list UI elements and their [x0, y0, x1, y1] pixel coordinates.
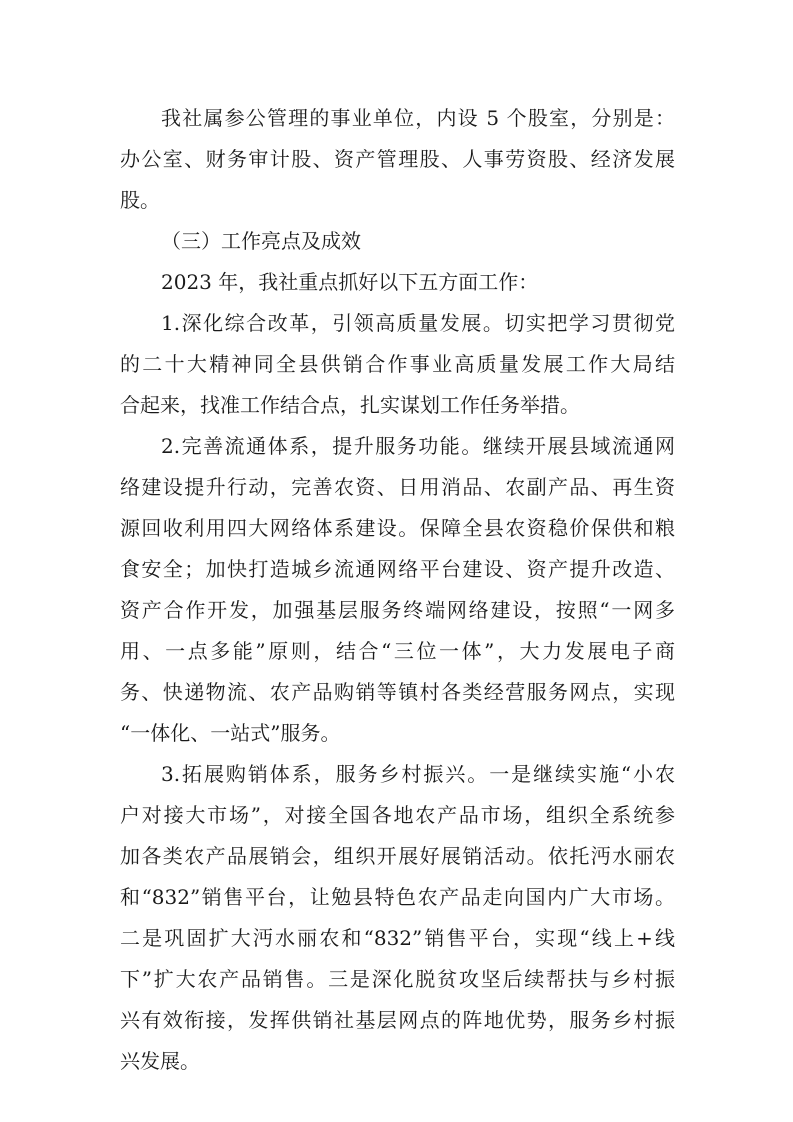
text-line: 食安全；加快打造城乡流通网络平台建设、资产提升改造、: [120, 557, 675, 581]
text-line: 二是巩固扩大沔水丽农和“832”销售平台，实现“线上+线: [120, 926, 675, 950]
text-line: 用、一点多能”原则，结合“三位一体”，大力发展电子商: [120, 639, 675, 663]
text-line: 加各类农产品展销会，组织开展好展销活动。依托沔水丽农: [120, 844, 675, 868]
text-line: 股。: [120, 188, 160, 212]
paragraph-departments: [120, 98, 675, 221]
text-line: 合起来，找准工作结合点，扎实谋划工作任务举措。: [120, 393, 580, 417]
paragraph-item-2: [120, 426, 675, 754]
text-line: 资产合作开发，加强基层服务终端网络建设，按照“一网多: [120, 598, 675, 622]
text-line: 务、快递物流、农产品购销等镇村各类经营服务网点，实现: [120, 680, 675, 704]
text-line: 源回收利用四大网络体系建设。保障全县农资稳价保供和粮: [120, 516, 675, 540]
paragraph-item-1: [120, 303, 675, 426]
text-line: 办公室、财务审计股、资产管理股、人事劳资股、经济发展: [120, 147, 675, 171]
text-line: 1.深化综合改革，引领高质量发展。切实把学习贯彻党: [161, 311, 675, 335]
section-heading: [120, 221, 675, 262]
text-line: 络建设提升行动，完善农资、日用消品、农副产品、再生资: [120, 475, 675, 499]
document-body: [120, 98, 675, 1082]
text-line: 2.完善流通体系，提升服务功能。继续开展县域流通网: [161, 434, 675, 458]
text-line: 我社属参公管理的事业单位，内设 5 个股室，分别是：: [161, 106, 675, 130]
section-title: （三）工作亮点及成效: [161, 229, 361, 253]
text-line: 的二十大精神同全县供销合作事业高质量发展工作大局结: [120, 352, 675, 376]
text-line: 兴有效衔接，发挥供销社基层网点的阵地优势，服务乡村振: [120, 1008, 675, 1032]
text-line: 户对接大市场”，对接全国各地农产品市场，组织全系统参: [120, 803, 675, 827]
paragraph-item-3: [120, 754, 675, 1082]
text-line: 和“832”销售平台，让勉县特色农产品走向国内广大市场。: [120, 885, 675, 909]
paragraph-intro: [120, 262, 675, 303]
text-line: 2023 年，我社重点抓好以下五方面工作：: [161, 270, 539, 294]
text-line: “一体化、一站式”服务。: [120, 721, 341, 745]
text-line: 3.拓展购销体系，服务乡村振兴。一是继续实施“小农: [161, 762, 675, 786]
text-line: 下”扩大农产品销售。三是深化脱贫攻坚后续帮扶与乡村振: [120, 967, 675, 991]
text-line: 兴发展。: [120, 1049, 200, 1073]
